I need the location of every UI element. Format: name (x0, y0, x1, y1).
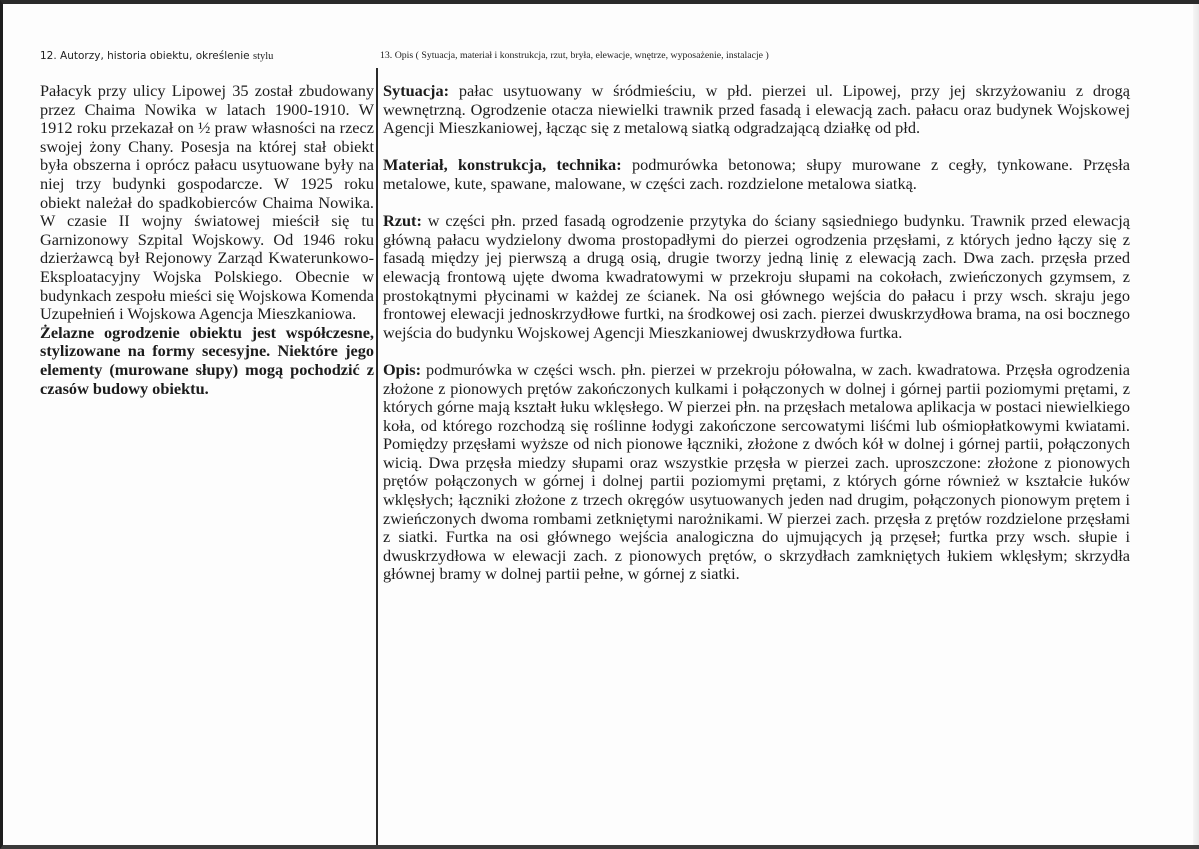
description-column (383, 82, 1130, 603)
section-12-header (40, 50, 273, 62)
section-text: podmurówka betonowa; słupy murowane z cegły, tynkowane. Przęsła metalowe, kute, spawane, malowane, w części zach. rozdzielone metalowa siatką. (383, 155, 1130, 193)
section-label: Materiał, konstrukcja, technika: (383, 155, 622, 175)
fence-note-paragraph: Żelazne ogrodzenie obiektu jest współczesne, stylizowane na formy secesyjne. Niektóre jego elementy (murowane słupy) mogą pochodzić z czasów budowy obiektu. (40, 322, 374, 398)
section-sytuacja (383, 82, 1130, 138)
section-material (383, 156, 1130, 193)
section-12-header-text: 12. Autorzy, historia obiektu, określenie (40, 50, 250, 62)
section-text: pałac usytuowany w śródmieściu, w płd. pierzei ul. Lipowej, przy jej skrzyżowaniu z drogą wewnętrzną. Ogrodzenie otacza niewielki trawnik przed fasadą i elewacją zach. pałacu oraz budynek Wojskowej Agencji Mieszkaniowej, łącząc się z metalową siatką odgradzającą działkę od płd. (383, 81, 1130, 138)
section-text: w części płn. przed fasadą ogrodzenie przytyka do ściany sąsiedniego budynku. Trawnik przed elewacją główną pałacu wydzielony dwoma prostopadłymi do pierzei ogrodzenia przęsłami, z których jedno łączy się z fasadą między jej pierwszą a drugą osią, drugie tworzy jedną linię z elewacją zach. Dwa zach. przęsła przed elewacją frontową ujęte dwoma kwadratowymi w przekroju słupami na cokołach, zwieńczonych gzymsem, z prostokątnymi płycinami w każdej ze ścianek. Na osi głównego wejścia do pałacu i przy wsch. skraju jego frontowej elewacji jednoskrzydłowe furtki, na środkowej osi zach. pierzei dwuskrzydłowa brama, na osi bocznego wejścia do budynku Wojskowej Agencji Mieszkaniowej dwuskrzydłowa furtka. (383, 211, 1130, 342)
section-label: Sytuacja: (383, 81, 450, 100)
section-label: Rzut: (383, 211, 422, 231)
column-divider (376, 68, 378, 849)
history-column (40, 82, 374, 398)
section-rzut (383, 212, 1130, 342)
section-opis (383, 361, 1130, 584)
scan-edge-shadow (1193, 4, 1199, 849)
section-text: podmurówka w części wsch. płn. pierzei w przekroju półowalna, w zach. kwadratowa. Przęsła ogrodzenia złożone z pionowych prętów zakończonych kulkami i połączonych w dolnej i górnej partii poziomymi prętami, z których górne mają kształt łuku wklęsłego. W pierzei płn. na przęsłach metalowa aplikacja w postaci niewielkiego koła, od którego rozchodzą się roślinne łodygi zakończone sercowatymi liśćmi lub ośmiopłatkowymi kwiatami. Pomiędzy przęsłami wyższe od nich pionowe łączniki, złożone z dwóch kół w dolnej i górnej partii, połączonych wicią. Dwa przęsła miedzy słupami oraz wszystkie przęsła w pierzei zach. uproszczone: złożone z pionowych prętów połączonych w górnej i dolnej partii poziomymi prętami, z których górne również w kształcie łuków wklęsłych; łączniki złożone z trzech okręgów usytuowanych jeden nad drugim, połączonych pionowym prętem i zwieńczonych dwoma rombami zetkniętymi narożnikami. W pierzei zach. przęsła z prętów rozdzielone przęsłami z siatki. Furtka na osi głównego wejścia analogiczna do ujmujących ją przęseł; furtka przy wsch. słupie i dwuskrzydłowa w elewacji zach. z pionowych prętów, o skrzydłach zamkniętych łukiem wklęsłym; skrzydła głównej bramy w dolnej partii pełne, w górnej z siatki. (383, 359, 1130, 584)
history-paragraph: Pałacyk przy ulicy Lipowej 35 został zbudowany przez Chaima Nowika w latach 1900-1910. W 1912 roku przekazał on ½ praw własności na rzecz swojej żony Chany. Posesja na której stał obiekt była obszerna i oprócz pałacu usytuowane były na niej trzy budynki gospodarcze. W 1925 roku obiekt należał do spadkobierców Chaima Nowika. W czasie II wojny światowej mieścił się tu Garnizonowy Szpital Wojskowy. Od 1946 roku dzierżawcą był Rejonowy Zarząd Kwaterunkowo-Eksploatacyjny Wojska Polskiego. Obecnie w budynkach zespołu mieści się Wojskowa Komenda Uzupełnień i Wojskowa Agencja Mieszkaniowa. (40, 81, 374, 324)
section-12-header-tail: stylu (253, 51, 274, 62)
section-label: Opis: (383, 359, 422, 379)
section-13-header: 13. Opis ( Sytuacja, materiał i konstrukcja, rzut, bryła, elewacje, wnętrze, wyposażenie, instalacje ) (380, 50, 769, 61)
